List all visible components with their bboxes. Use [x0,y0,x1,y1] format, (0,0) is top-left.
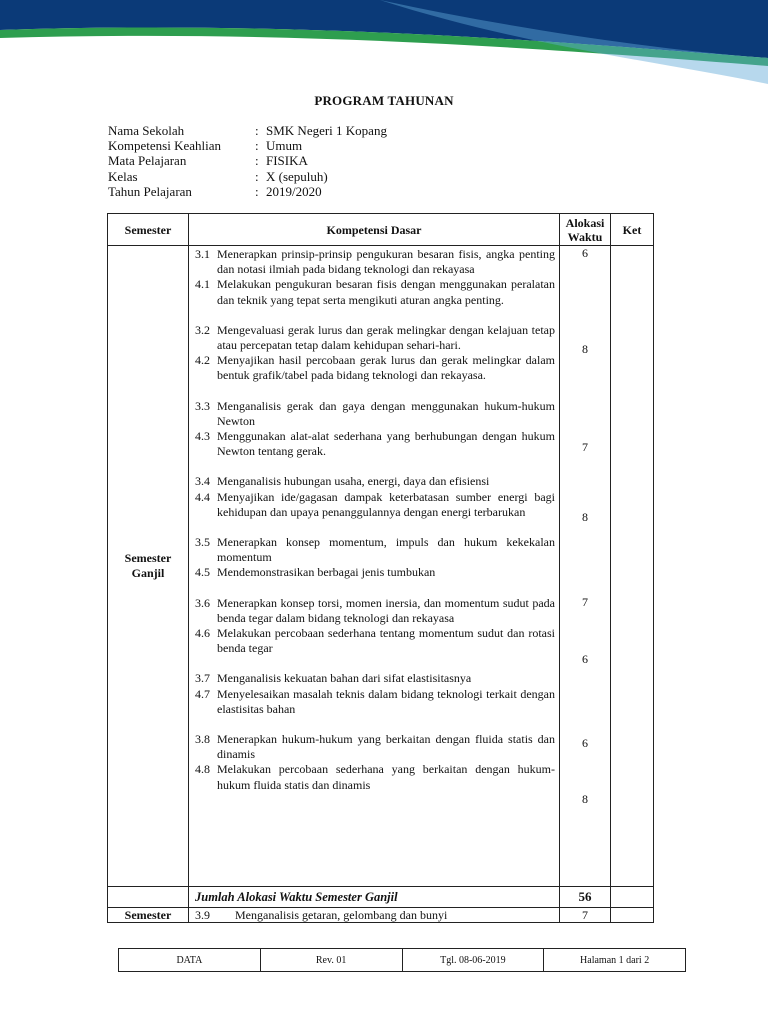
ket-cell [611,246,654,887]
info-colon: : [255,138,259,154]
kd-number: 4.7 [195,686,210,701]
info-value: Umum [266,138,303,154]
alokasi-value: 8 [582,792,588,806]
kd-number: 4.3 [195,429,210,444]
ket-3-9 [611,908,654,923]
info-colon: : [255,183,259,199]
semester-genap-row [108,908,654,923]
kd-item [195,626,555,656]
kd-item [195,535,555,565]
kd-item [195,399,555,429]
total-value: 56 [560,887,611,908]
kd-text: Menganalisis hubungan usaha, energi, daya dan efisiensi [217,474,490,489]
info-label: Kelas [108,168,138,184]
footer-table [118,948,686,972]
kd-group-spacer [195,717,555,732]
kd-item [195,490,555,520]
kd-group-spacer [195,581,555,596]
semester-ganjil-label [108,246,189,887]
kd-text: Menyajikan ide/gagasan dampak keterbatasan sumber energi bagi kehidupan dan upaya penanggulannya dengan energi terbarukan [217,489,555,519]
info-label: Kompetensi Keahlian [108,138,221,154]
alokasi-3-9: 7 [560,908,611,923]
info-colon: : [255,153,259,169]
kd-item [195,247,555,277]
kd-text: Melakukan percobaan sederhana yang berkaitan dengan hukum-hukum fluida statis dan dinamis [217,762,555,792]
footer-row [119,949,686,972]
kd-item [195,429,555,459]
kd-number: 4.4 [195,489,210,504]
kd-text: Menerapkan prinsip-prinsip pengukuran besaran fisis, angka penting dan notasi ilmiah pada bidang teknologi dan rekayasa [217,247,555,277]
kd-number: 3.8 [195,732,210,747]
kd-number: 4.1 [195,277,210,292]
alokasi-list [560,246,611,887]
info-colon: : [255,168,259,184]
info-label: Mata Pelajaran [108,153,187,169]
kd-text: Menerapkan hukum-hukum yang berkaitan dengan fluida statis dan dinamis [217,732,555,762]
alokasi-value: 6 [582,736,588,750]
kd-item [195,762,555,792]
kd-item [195,353,555,383]
alokasi-value: 6 [582,652,588,666]
kd-text: Menganalisis kekuatan bahan dari sifat elastisitasnya [217,671,472,686]
kd-text: Mendemonstrasikan berbagai jenis tumbukan [217,565,436,580]
kd-3-9-num: 3.9 [195,908,210,922]
footer-cell: Halaman 1 dari 2 [544,949,686,972]
total-label: Jumlah Alokasi Waktu Semester Ganjil [189,887,560,908]
alokasi-value: 8 [582,510,588,524]
kd-number: 3.1 [195,247,210,261]
kd-text: Menganalisis gerak dan gaya dengan menggunakan hukum-hukum Newton [217,398,555,428]
kd-text: Menerapkan konsep torsi, momen inersia, dan momentum sudut pada benda tegar dalam bidang teknologi dan rekayasa [217,595,555,625]
kd-item [195,732,555,762]
footer-cell: Tgl. 08-06-2019 [402,949,544,972]
header-semester: Semester [108,214,189,246]
kd-item [195,565,555,580]
info-label: Nama Sekolah [108,123,185,138]
kd-number: 3.4 [195,474,210,489]
alokasi-value: 7 [582,440,588,454]
kd-text: Menerapkan konsep momentum, impuls dan hukum kekekalan momentum [217,535,555,565]
alokasi-value: 8 [582,342,588,356]
kd-item [195,323,555,353]
header-banner [0,0,768,95]
kd-item [195,474,555,489]
total-empty-cell [108,887,189,908]
kd-text: Melakukan percobaan sederhana tentang momentum sudut dan rotasi benda tegar [217,626,555,656]
info-value: SMK Negeri 1 Kopang [266,123,387,138]
semester-ganjil-row [108,246,654,887]
kd-3-9 [189,908,560,923]
page-title: PROGRAM TAHUNAN [314,93,454,108]
total-row [108,887,654,908]
header-ket: Ket [611,214,654,246]
kd-number: 3.5 [195,535,210,550]
kd-group-spacer [195,459,555,474]
kd-group-spacer [195,308,555,323]
kd-item [195,596,555,626]
total-ket-cell [611,887,654,908]
kd-3-9-text: Menganalisis getaran, gelombang dan bunyi [235,908,448,922]
kd-text: Menyelesaikan masalah teknis dalam bidang teknologi terkait dengan elastisitas bahan [217,686,555,716]
kd-number: 4.2 [195,353,210,368]
kd-number: 4.5 [195,565,210,580]
info-label: Tahun Pelajaran [108,183,192,199]
kd-text: Menyajikan hasil percobaan gerak lurus dan gerak melingkar dalam bentuk grafik/tabel pada bidang teknologi dan rekayasa. [217,353,555,383]
program-table [107,213,654,923]
kd-number: 3.7 [195,671,210,686]
semester-ganjil-text: Semester Ganjil [124,551,172,580]
kd-group-spacer [195,656,555,671]
kd-number: 4.8 [195,762,210,777]
alokasi-value: 6 [582,246,588,260]
kd-text: Melakukan pengukuran besaran fisis dengan menggunakan peralatan dan teknik yang tepat serta mengikuti aturan angka penting. [217,277,555,307]
kd-item [195,687,555,717]
footer-cell: Rev. 01 [260,949,402,972]
kd-group-spacer [195,384,555,399]
info-value: X (sepuluh) [266,168,328,184]
kd-number: 3.2 [195,322,210,337]
info-value: FISIKA [266,153,308,169]
kd-number: 3.3 [195,398,210,413]
alokasi-value: 7 [582,595,588,609]
kd-number: 3.6 [195,595,210,610]
footer-cell: DATA [119,949,261,972]
info-colon: : [255,123,259,138]
info-value: 2019/2020 [266,183,322,199]
header-alokasi-waktu: Alokasi Waktu [560,214,611,246]
kd-text: Menggunakan alat-alat sederhana yang berhubungan dengan hukum Newton tentang gerak. [217,429,555,459]
kd-group-spacer [195,520,555,535]
table-header-row [108,214,654,246]
kd-number: 4.6 [195,626,210,641]
kompetensi-dasar-list [189,246,560,887]
header-kompetensi-dasar: Kompetensi Dasar [189,214,560,246]
kd-item [195,671,555,686]
kd-item [195,277,555,307]
semester-genap-label: Semester [108,908,189,923]
kd-text: Mengevaluasi gerak lurus dan gerak melingkar dengan kelajuan tetap atau percepatan tetap dalam kehidupan sehari-hari. [217,322,555,353]
